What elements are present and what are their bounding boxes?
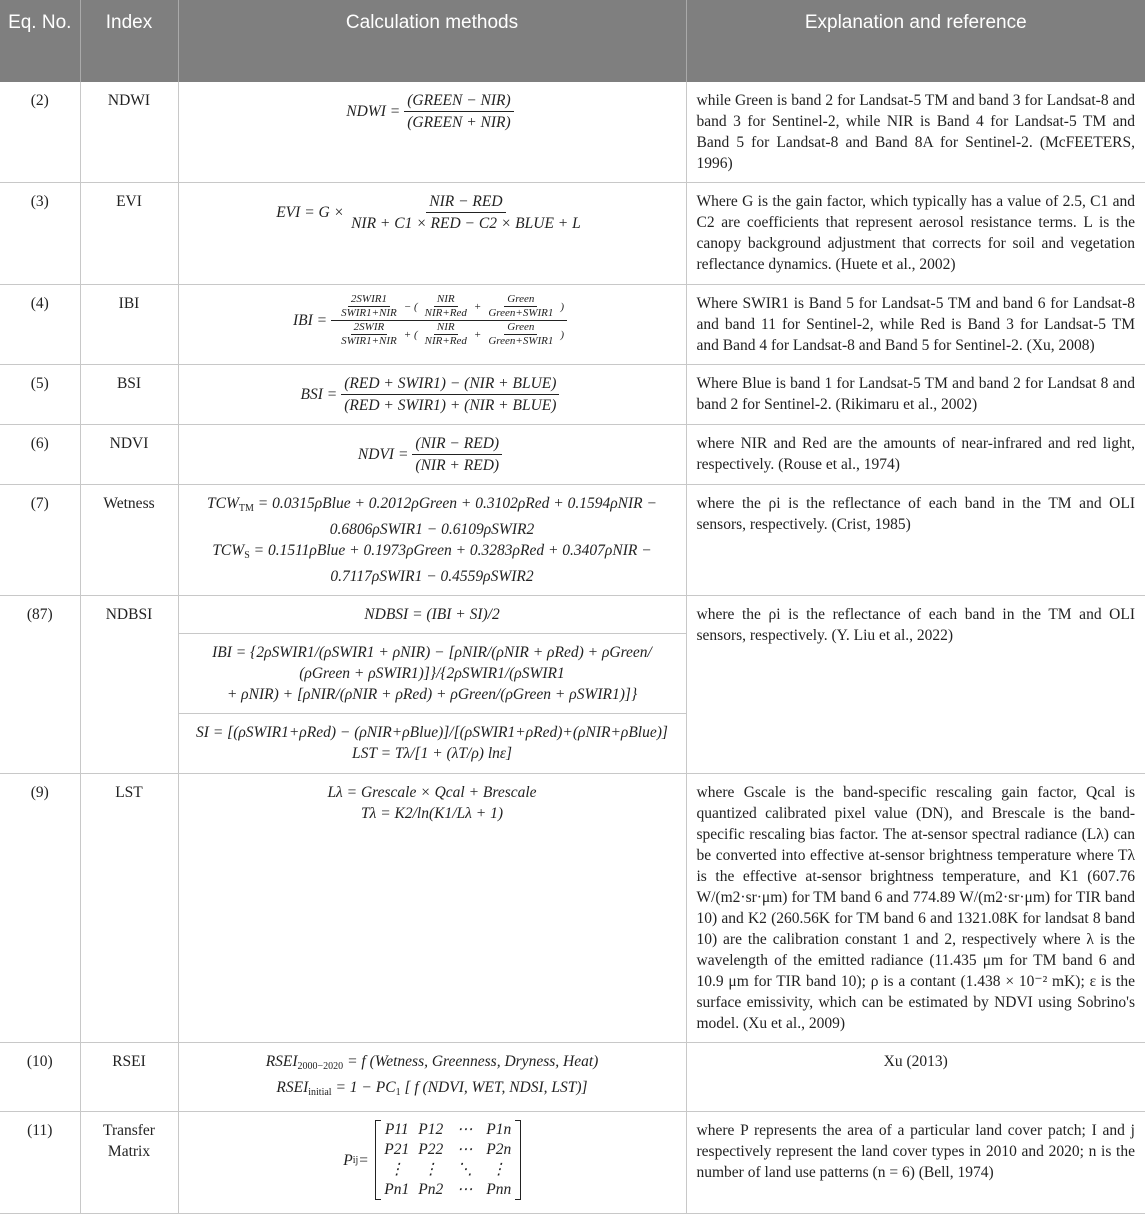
eq-number: (7) [0,485,80,596]
header-eq-no: Eq. No. [0,0,80,82]
index-name: Wetness [80,485,178,596]
header-row [0,0,1145,82]
eq-number: (2) [0,82,80,183]
formula: IBI = 2SWIR1 SWIR1+NIR − ( NIR NIR+Red + Green Green+SWIR1 ) 2SWIR SWIR1+NIR + ( NIR NIR+Red + Green Green+SWIR1 ) [178,285,686,365]
formula: BSI = (RED + SWIR1) − (NIR + BLUE) (RED + SWIR1) + (NIR + BLUE) [178,365,686,425]
index-name: RSEI [80,1043,178,1112]
eq-number: (87) [0,596,80,774]
explanation: Where Blue is band 1 for Landsat-5 TM and band 2 for Landsat 8 and band 2 for Sentinel-2. (Rikimaru et al., 2002) [686,365,1145,425]
explanation: where P represents the area of a particular land cover patch; I and j respectively represent the land cover types in 2010 and 2020; n is the number of land use patterns (n = 6) (Bell, 1974) [686,1112,1145,1214]
eq-number: (3) [0,183,80,285]
formula: NDWI = (GREEN − NIR) (GREEN + NIR) [178,82,686,183]
header-explanation: Explanation and reference [686,0,1145,82]
header-index: Index [80,0,178,82]
table-row [0,1112,1145,1214]
index-name: EVI [80,183,178,285]
table-row [0,82,1145,183]
index-name: NDVI [80,425,178,485]
explanation: where the ρi is the reflectance of each band in the TM and OLI sensors, respectively. (Crist, 1985) [686,485,1145,596]
formula: NDVI = (NIR − RED) (NIR + RED) [178,425,686,485]
eq-number: (11) [0,1112,80,1214]
eq-number: (10) [0,1043,80,1112]
explanation: while Green is band 2 for Landsat-5 TM and band 3 for Landsat-8 and band 3 for Sentinel-2, while NIR is Band 4 for Landsat-5 TM and Band 5 for Landsat-8 and Band 8A for Sentinel-2. (McFEETERS, 1996) [686,82,1145,183]
eq-number: (9) [0,774,80,1043]
index-name: Transfer Matrix [80,1112,178,1214]
table-row [0,1043,1145,1112]
explanation: where the ρi is the reflectance of each band in the TM and OLI sensors, respectively. (Y. Liu et al., 2022) [686,596,1145,774]
table-row [0,774,1145,1043]
formula: NDBSI = (IBI + SI)/2 IBI = {2ρSWIR1/(ρSWIR1 + ρNIR) − [ρNIR/(ρNIR + ρRed) + ρGreen/ (ρGreen + ρSWIR1)]}/{2ρSWIR1/(ρSWIR1 + ρNIR) + [ρNIR/(ρNIR + ρRed) + ρGreen/(ρGreen + ρSWIR1)]} SI = [(ρSWIR1+ρRed) − (ρNIR+ρBlue)]/[(ρSWIR1+ρRed)+(ρNIR+ρBlue)] LST = Tλ/[1 + (λT/ρ) lnε] [178,596,686,774]
index-name: LST [80,774,178,1043]
explanation: Where SWIR1 is Band 5 for Landsat-5 TM and band 6 for Landsat-8 and band 11 for Sentinel-2, while Red is Band 3 for Landsat-5 TM and Band 4 for Landsat-8 and Band 5 for Sentinel-2. (Xu, 2008) [686,285,1145,365]
formula: EVI = G × NIR − RED NIR + C1 × RED − C2 × BLUE + L [178,183,686,285]
index-name: NDBSI [80,596,178,774]
table-row [0,365,1145,425]
eq-number: (6) [0,425,80,485]
formula: $TCW_{TM}$ = 0.0315ρBlue + 0.2012ρGreen + 0.3102ρRed + 0.1594ρNIR − 0.6806ρSWIR1 − 0.6109ρSWIR2 $TCW_S$ = 0.1511ρBlue + 0.1973ρGreen + 0.3283ρRed + 0.3407ρNIR − 0.7117ρSWIR1 − 0.4559ρSWIR2 [178,485,686,596]
formula: Lλ = Grescale × Qcal + Brescale Tλ = K2/ln(K1/Lλ + 1) [178,774,686,1043]
table-row [0,285,1145,365]
explanation: where Gscale is the band-specific rescaling gain factor, Qcal is quantized calibrated pixel value (DN), and Brescale is the band-specific rescaling bias factor. The at-sensor spectral radiance (Lλ) can be converted into effective at-sensor brightness temperature where Tλ is the effective at-sensor brightness temperature, and K1 (607.76 W/(m2·sr·μm) for TM band 6 and 774.89 W/(m2·sr·μm) for TIR band 10) and K2 (260.56K for TM band 6 and 1321.08K for landsat 8 band 10) are the calibration constant 1 and 2, respectively where λ is the wavelength of the emitted radiance (11.435 μm for TM band 6 and 10.9 μm for TIR band 10); ρ is a contant (1.438 × 10⁻² mK); ε is the surface emissivity, which can be estimated by NDVI using Sobrino's model. (Xu et al., 2009) [686,774,1145,1043]
table-row [0,425,1145,485]
formula: $RSEI_{2000-2020} = f$ (Wetness, Greenness, Dryness, Heat) $RSEI_{initial} = 1 - PC_1$ [ f (NDVI, WET, NDSI, LST)] [178,1043,686,1112]
header-calculation: Calculation methods [178,0,686,82]
explanation: where NIR and Red are the amounts of near-infrared and red light, respectively. (Rouse et al., 1974) [686,425,1145,485]
table-row [0,183,1145,285]
index-name: IBI [80,285,178,365]
eq-number: (5) [0,365,80,425]
formula: P ij = P11 P12 ⋯ P1n P21 P22 ⋯ P2n ⋮ ⋮ ⋱ ⋮ Pn1 Pn2 ⋯ Pnn [178,1112,686,1214]
index-name: BSI [80,365,178,425]
table-row [0,485,1145,596]
index-name: NDWI [80,82,178,183]
transfer-matrix: P11 P12 ⋯ P1n P21 P22 ⋯ P2n ⋮ ⋮ ⋱ ⋮ Pn1 Pn2 ⋯ Pnn [375,1120,521,1200]
explanation: Where G is the gain factor, which typically has a value of 2.5, C1 and C2 are coefficients that represent aerosol resistance terms. L is the canopy background adjustment that corrects for soil and vegetation reflectance dynamics. (Huete et al., 2002) [686,183,1145,285]
table-row [0,596,1145,774]
eq-number: (4) [0,285,80,365]
explanation: Xu (2013) [686,1043,1145,1112]
